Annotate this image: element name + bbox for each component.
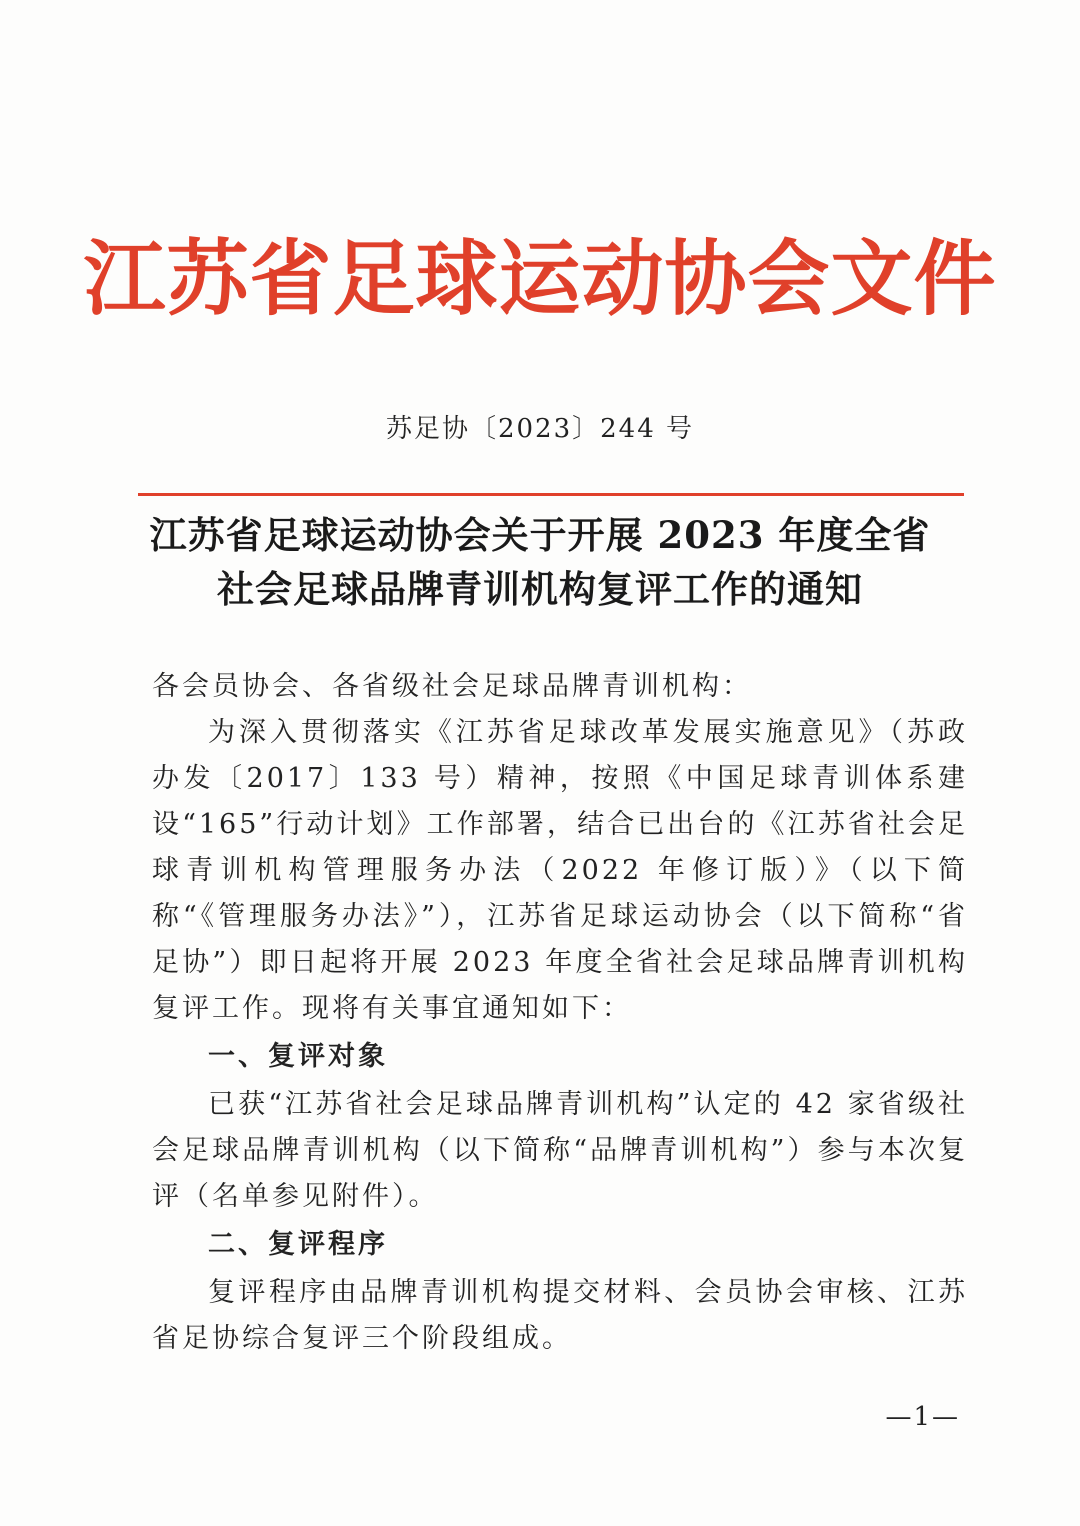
section-2-paragraph: 复评程序由品牌青训机构提交材料、会员协会审核、江苏省足协综合复评三个阶段组成。 [152,1277,968,1354]
notice-title-line-1: 江苏省足球运动协会关于开展 2023 年度全省 [149,513,931,557]
notice-title [0,508,1080,616]
masthead-title: 江苏省足球运动协会文件 [83,231,997,327]
intro-paragraph: 为深入贯彻落实《江苏省足球改革发展实施意见》（苏政办发〔2017〕133 号）精神，按照《中国足球青训体系建设“165”行动计划》工作部署，结合已出台的《江苏省社会足球青训机构管理服务办法（2022 年修订版）》（以下简称“《管理服务办法》”），江苏省足球运动协会（以下简称“省足协”）即日起将开展 2023 年度全省社会足球品牌青训机构复评工作。现将有关事宜通知如下： [152,717,968,1024]
salutation: 各会员协会、各省级社会足球品牌青训机构： [152,671,752,702]
section-1-paragraph: 已获“江苏省社会足球品牌青训机构”认定的 42 家省级社会足球品牌青训机构（以下简称“品牌青训机构”）参与本次复评（名单参见附件）。 [152,1089,968,1212]
section-2-heading: 二、复评程序 [208,1229,388,1260]
page-number: —1— [885,1402,960,1432]
notice-title-line-2: 社会足球品牌青训机构复评工作的通知 [217,567,863,611]
notice-body [152,664,968,1362]
document-number: 苏足协〔2023〕244 号 [385,414,695,444]
red-divider-line [138,493,964,496]
section-1-heading: 一、复评对象 [208,1041,388,1072]
